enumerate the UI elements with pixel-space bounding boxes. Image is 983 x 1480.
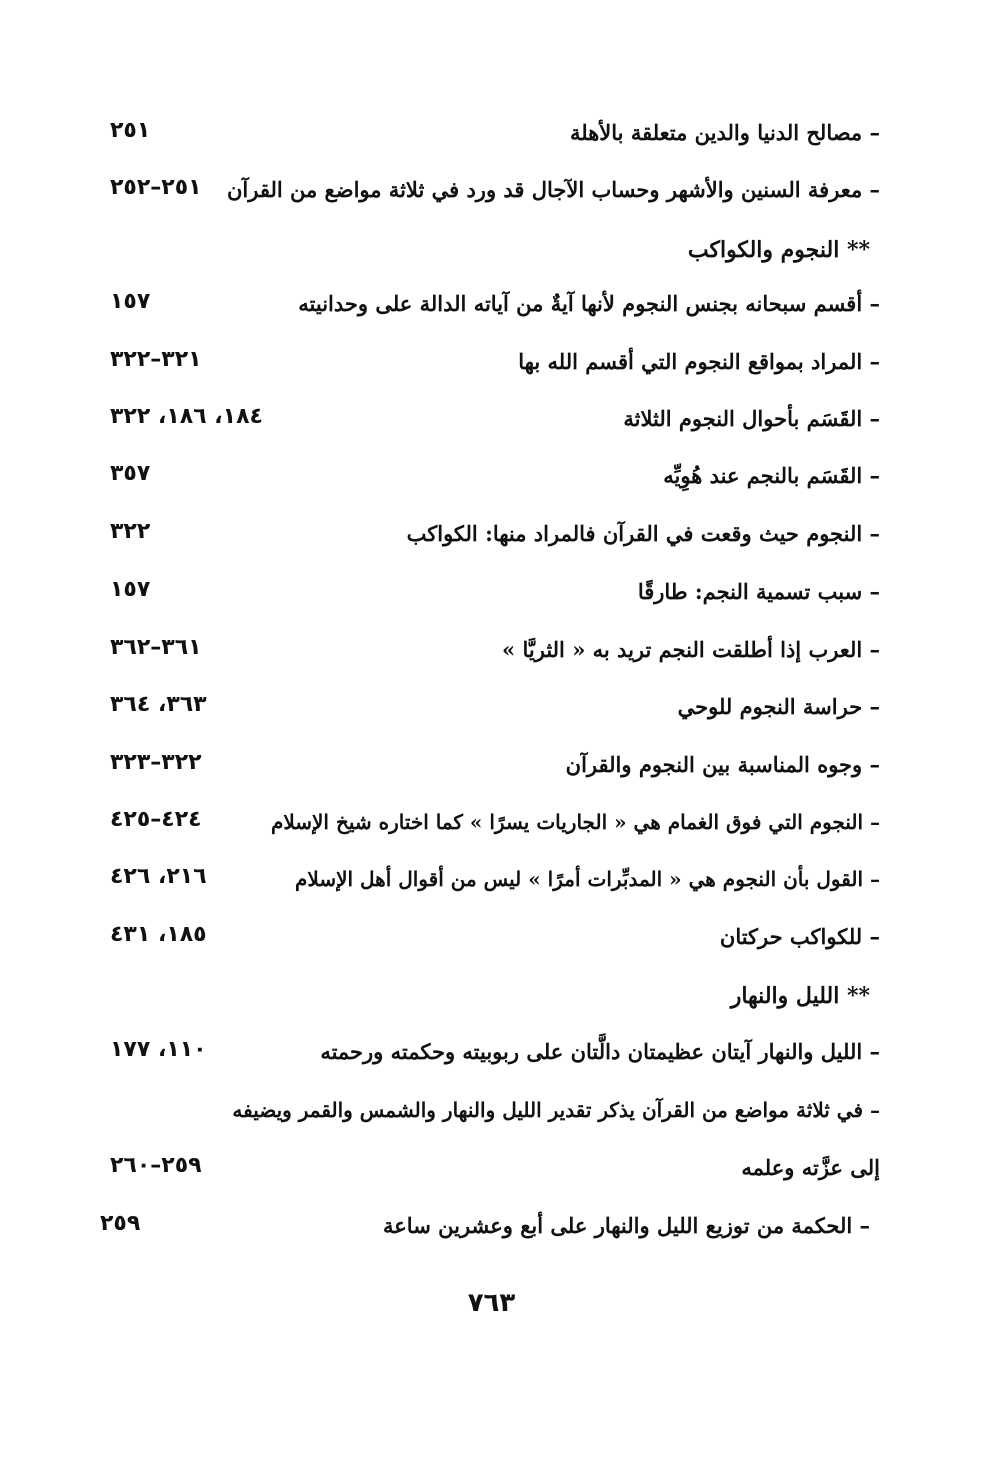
index-entry (90, 514, 880, 554)
entry-pages: ٢٥١–٢٥٢ (110, 175, 202, 200)
entry-pages: ٣٢٢–٣٢٣ (110, 750, 202, 775)
entry-pages: ٢٥٩–٢٦٠ (110, 1153, 202, 1178)
index-entry (90, 284, 880, 324)
entry-text: – للكواكب حركتان (719, 924, 880, 949)
entry-pages: ٣٢٢ (110, 519, 151, 544)
entry-pages: ٢٥٩ (100, 1211, 141, 1236)
entry-pages: ١٥٧ (110, 577, 151, 602)
entry-pages: ١١٠، ١٧٧ (110, 1037, 207, 1062)
index-entry (90, 113, 880, 153)
index-entry (90, 630, 880, 670)
index-entry-continuation (90, 1148, 880, 1188)
index-entry (90, 1032, 880, 1072)
section-heading-stars (90, 230, 870, 270)
index-entry (90, 456, 880, 496)
entry-text: – النجوم التي فوق الغمام هي « الجاريات يسرًا » كما اختاره شيخ الإسلام (270, 810, 880, 834)
section-heading-night (90, 976, 870, 1016)
index-entry (90, 687, 880, 727)
entry-pages: ٣٦١–٣٦٢ (110, 635, 202, 660)
entry-text: – وجوه المناسبة بين النجوم والقرآن (565, 752, 880, 777)
entry-pages: ١٥٧ (110, 289, 151, 314)
entry-text: – الحكمة من توزيع الليل والنهار على أبع وعشرين ساعة (383, 1213, 870, 1238)
entry-text: – أقسم سبحانه بجنس النجوم لأنها آيةٌ من آياته الدالة على وحدانيته (298, 291, 880, 316)
entry-text: – النجوم حيث وقعت في القرآن فالمراد منها: الكواكب (406, 521, 880, 546)
entry-pages: ٤٢٤–٤٢٥ (110, 807, 202, 832)
entry-text: – الليل والنهار آيتان عظيمتان دالَّتان على ربوبيته وحكمته ورحمته (320, 1039, 880, 1064)
page-number: ٧٦٣ (467, 1288, 516, 1318)
entry-pages: ١٨٥، ٤٣١ (110, 922, 207, 947)
entry-text: – القَسَم بأحوال النجوم الثلاثة (623, 406, 880, 431)
entry-pages: ٢٥١ (110, 118, 151, 143)
entry-text: – المراد بمواقع النجوم التي أقسم الله بها (518, 349, 880, 374)
entry-text: – في ثلاثة مواضع من القرآن يذكر تقدير الليل والنهار والشمس والقمر ويضيفه (232, 1098, 880, 1122)
entry-pages: ٣٦٣، ٣٦٤ (110, 692, 207, 717)
index-entry (90, 342, 880, 382)
entry-pages: ٣٥٧ (110, 461, 151, 486)
index-entry (90, 170, 880, 210)
index-entry (90, 399, 880, 439)
entry-text: – حراسة النجوم للوحي (677, 694, 880, 719)
index-entry (90, 917, 880, 957)
entry-text: – مصالح الدنيا والدين متعلقة بالأهلة (570, 120, 880, 145)
entry-text: إلى عزَّته وعلمه (741, 1155, 880, 1180)
entry-text: – سبب تسمية النجم: طارقًا (637, 579, 880, 604)
index-entry (90, 802, 880, 842)
entry-pages: ٢١٦، ٤٢٦ (110, 864, 207, 889)
section-heading-text: ** الليل والنهار (730, 983, 870, 1009)
entry-pages: ١٨٤، ١٨٦، ٣٢٢ (110, 404, 263, 429)
entry-text: – القَسَم بالنجم عند هُوِيِّه (663, 463, 880, 488)
index-entry-line (90, 1090, 880, 1130)
entry-text: – العرب إذا أطلقت النجم تريد به « الثريَّا » (502, 637, 880, 662)
entry-text: – معرفة السنين والأشهر وحساب الآجال قد ورد في ثلاثة مواضع من القرآن (227, 177, 880, 202)
entry-text: – القول بأن النجوم هي « المدبِّرات أمرًا » ليس من أقوال أهل الإسلام (295, 867, 880, 891)
index-entry (90, 572, 880, 612)
entry-pages: ٣٢١–٣٢٢ (110, 347, 202, 372)
index-entry (90, 745, 880, 785)
index-entry (80, 1206, 880, 1246)
section-heading-text: ** النجوم والكواكب (687, 237, 870, 263)
index-entry (90, 859, 880, 899)
